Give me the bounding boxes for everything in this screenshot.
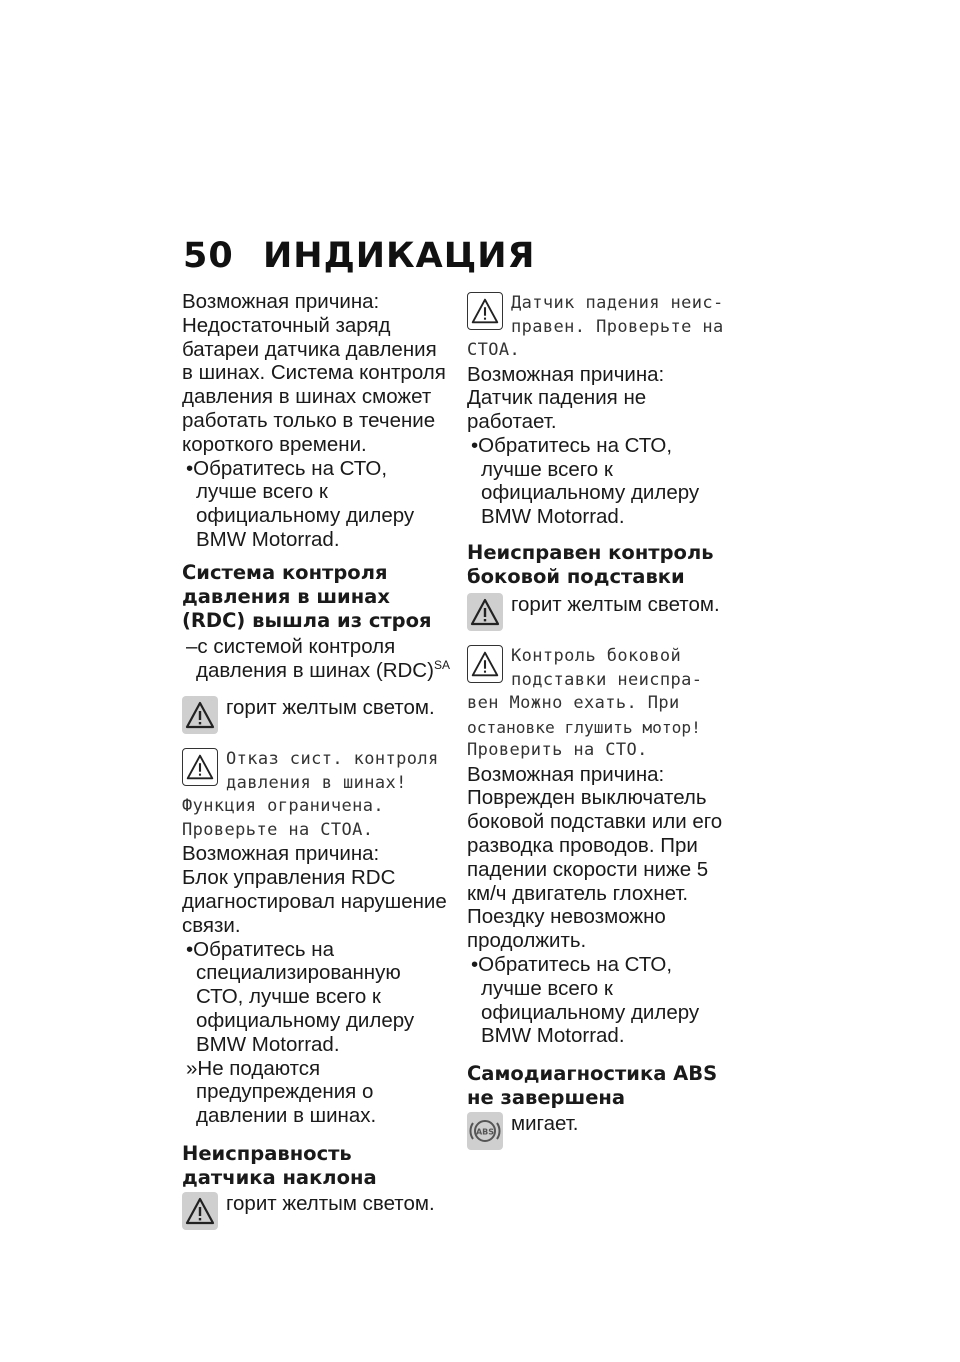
warning-indicator-row [467,593,735,631]
bullet-item: •Обратитесь на СТО, лучше всего к официальному дилеру BMW Motorrad. [471,433,700,529]
cause-text: Недостаточный заряд батареи датчика давления в шинах. Система контроля давления в шинах сможет работать только в течение короткого времени. [182,313,446,456]
bullet-item: •Обратитесь на СТО, лучше всего к официальному дилеру BMW Motorrad. [471,952,700,1048]
indicator-state: горит желтым светом. [511,593,720,617]
warning-triangle-icon [467,292,503,330]
result-item: »Не подаются предупреждения о давлении в шинах. [186,1056,377,1128]
cause-text: Датчик падения не работает. [467,386,647,434]
page-number: 50 [183,236,234,276]
warning-indicator-row [182,696,450,734]
indicator-state: горит желтым светом. [226,696,435,720]
section-heading-rdc: Система контроля давления в шинах (RDC) вышла из строя [182,560,432,632]
cause-label: Возможная причина: [182,290,380,313]
page-title: ИНДИКАЦИЯ [263,236,536,276]
display-message-line: Датчик падения неис- [511,293,724,313]
display-message-row [467,645,735,692]
display-message-line: Отказ сист. контроля [226,749,439,770]
cause-text: Поврежден выключатель боковой подставки или его разводка проводов. При падении скорости ниже 5 км/ч двигатель глохнет. Поездку невозможно продолжить. [467,786,723,953]
display-message-line: вен Можно ехать. При [467,693,680,714]
warning-indicator-row [182,1192,450,1230]
display-message-line: Проверьте на СТОА. [182,819,374,840]
display-message-line: правен. Проверьте на [511,316,724,337]
indicator-state: горит желтым светом. [226,1191,435,1215]
equipment-note [182,635,450,683]
display-message-line: Функция ограничена. [182,796,385,817]
section-heading-abs: Самодиагностика ABS не завершена [467,1062,718,1110]
bullet-item: •Обратитесь на специализированную СТО, лучше всего к официальному дилеру BMW Motorrad. [186,937,415,1056]
warning-triangle-icon [182,748,218,786]
cause-text: Блок управления RDC диагностировал нарушение связи. [182,866,447,937]
warning-triangle-icon [182,696,218,734]
warning-triangle-icon [467,593,503,631]
right-column [467,290,735,1150]
display-message-row [182,748,450,795]
equipment-note-sup: SA [433,657,450,672]
indicator-state: мигает. [511,1112,579,1136]
cause-label: Возможная причина: [467,362,665,386]
abs-icon-label: ABS [475,1127,495,1137]
section-heading-tilt-sensor: Неисправность датчика наклона [182,1141,377,1189]
section-heading-side-stand: Неисправен контроль боковой подставки [467,541,714,589]
display-message-row [467,292,735,339]
warning-triangle-icon [467,645,503,683]
left-column [182,290,450,1230]
page-header [183,236,535,276]
warning-triangle-icon [182,1192,218,1230]
cause-label: Возможная причина: [467,762,665,786]
cause-label: Возможная причина: [182,842,380,866]
display-message-line: подставки неиспра- [511,669,703,690]
display-message-line: Проверить на СТО. [467,740,648,761]
abs-warning-icon [467,1112,503,1150]
bullet-item: •Обратитесь на СТО, лучше всего к официальному дилеру BMW Motorrad. [186,456,415,551]
display-message-line: давления в шинах! [226,772,407,793]
display-message-line: остановке глушить мотор! [467,717,701,737]
display-message-line: Контроль боковой [511,646,682,667]
equipment-note-text: –с системой контроля давления в шинах (RDC) [186,634,434,682]
abs-indicator-row [467,1112,735,1150]
display-message-line: СТОА. [467,340,521,360]
